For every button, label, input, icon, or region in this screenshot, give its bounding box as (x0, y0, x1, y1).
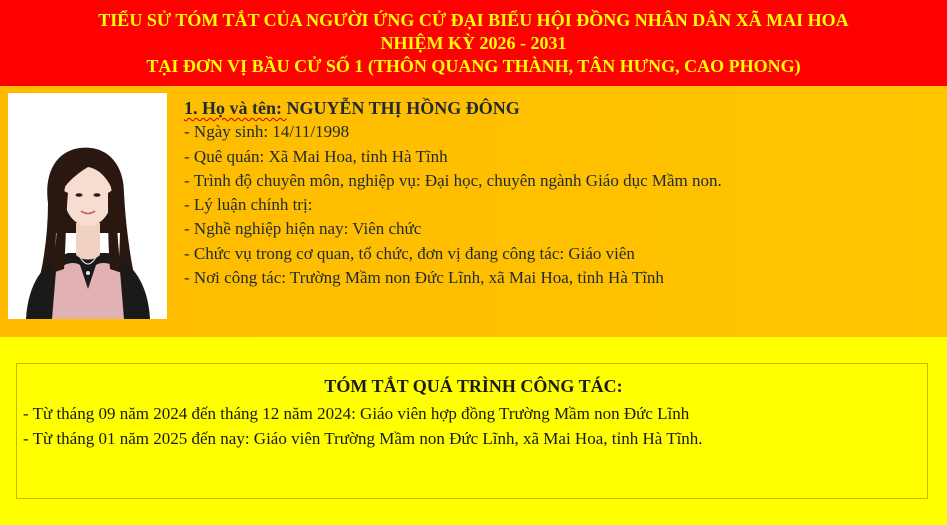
candidate-name-row (184, 96, 934, 120)
birth-date-row: - Ngày sinh: 14/11/1998 (184, 122, 350, 142)
candidate-profile-section (0, 86, 947, 337)
political-theory-row: - Lý luận chính trị: (184, 195, 313, 215)
qualification-row: - Trình độ chuyên môn, nghiệp vụ: Đại học, chuyên ngành Giáo dục Mầm non. (184, 170, 722, 190)
hometown-row: - Quê quán: Xã Mai Hoa, tỉnh Hà Tĩnh (184, 146, 448, 166)
name-label: 1. Họ và tên: (184, 98, 287, 118)
header-term-line: NHIỆM KỲ 2026 - 2031 (380, 33, 567, 53)
occupation-row: - Nghề nghiệp hiện nay: Viên chức (184, 219, 422, 239)
career-title: TÓM TẮT QUÁ TRÌNH CÔNG TÁC: (324, 376, 623, 396)
header-title-line-1: TIỂU SỬ TÓM TẮT CỦA NGƯỜI ỨNG CỬ ĐẠI BIỂU HỘI ĐỒNG NHÂN DÂN XÃ MAI HOA (98, 10, 849, 30)
career-item: - Từ tháng 09 năm 2024 đến tháng 12 năm 2024: Giáo viên hợp đồng Trường Mầm non Đức Lĩnh (23, 404, 690, 423)
career-section (0, 337, 947, 525)
position-row: - Chức vụ trong cơ quan, tổ chức, đơn vị đang công tác: Giáo viên (184, 243, 635, 263)
header-constituency-line: TẠI ĐƠN VỊ BẦU CỬ SỐ 1 (THÔN QUANG THÀNH, TÂN HƯNG, CAO PHONG) (146, 56, 801, 76)
candidate-name: NGUYỄN THỊ HỒNG ĐÔNG (286, 98, 520, 118)
portrait-image (8, 93, 167, 319)
document-header (0, 0, 947, 86)
candidate-info (184, 96, 934, 290)
career-item: - Từ tháng 01 năm 2025 đến nay: Giáo viên Trường Mầm non Đức Lĩnh, xã Mai Hoa, tỉnh Hà Tĩnh. (23, 429, 703, 448)
career-list (23, 401, 923, 451)
candidate-photo (8, 93, 167, 319)
workplace-row: - Nơi công tác: Trường Mầm non Đức Lĩnh, xã Mai Hoa, tỉnh Hà Tĩnh (184, 268, 664, 288)
